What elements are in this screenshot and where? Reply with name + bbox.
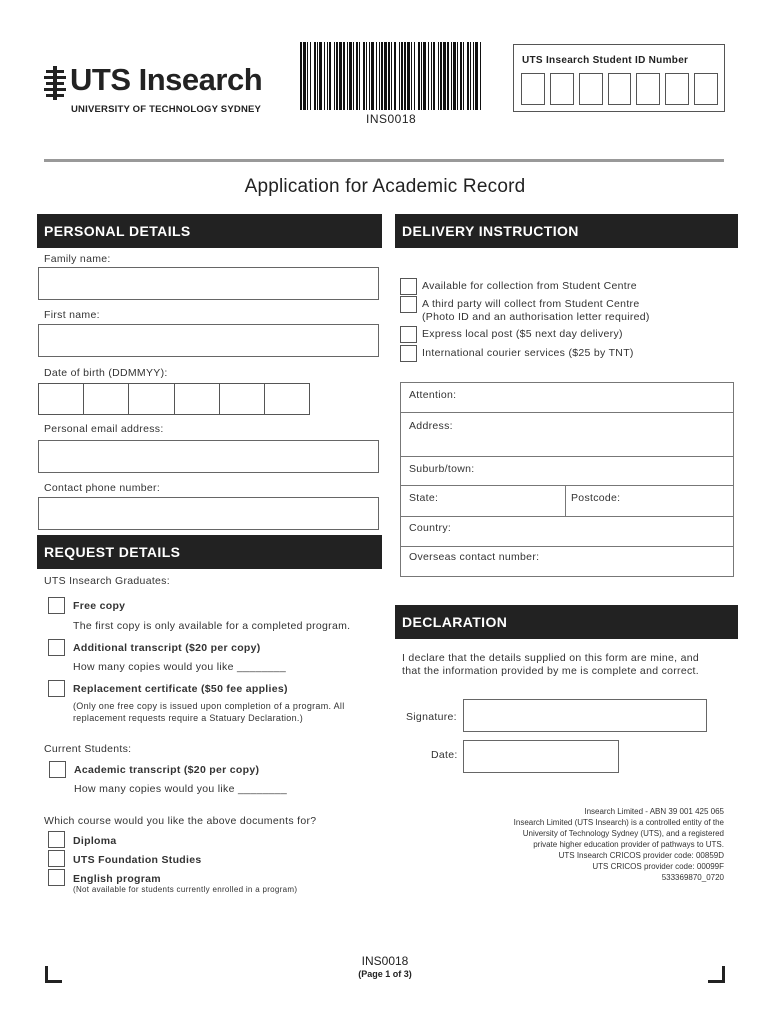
logo-text: UTS Insearch [70, 62, 263, 97]
overseas-contact-label: Overseas contact number: [409, 551, 540, 563]
request-details-heading: REQUEST DETAILS [37, 535, 382, 569]
corporate-info-line: Insearch Limited (UTS Insearch) is a controlled entity of the [513, 818, 724, 827]
international-courier-checkbox[interactable] [400, 345, 417, 362]
address-block [400, 382, 734, 577]
dob-digit-field[interactable] [220, 383, 265, 415]
date-label: Date: [431, 749, 458, 761]
phone-field[interactable] [38, 497, 379, 530]
page-number: (Page 1 of 3) [358, 969, 412, 979]
express-post-checkbox[interactable] [400, 326, 417, 343]
barcode [298, 42, 486, 114]
corporate-info-line: UTS CRICOS provider code: 00099F [592, 862, 724, 871]
address-label: Address: [409, 420, 453, 432]
dob-label: Date of birth (DDMMYY): [44, 367, 168, 379]
postcode-label: Postcode: [571, 492, 621, 504]
foundation-studies-checkbox[interactable] [48, 850, 65, 867]
free-copy-label: Free copy [73, 600, 126, 612]
free-copy-checkbox[interactable] [48, 597, 65, 614]
country-label: Country: [409, 522, 452, 534]
id-digit-field[interactable] [665, 73, 689, 105]
dob-digit-field[interactable] [38, 383, 84, 415]
family-name-label: Family name: [44, 253, 111, 265]
barcode-code: INS0018 [366, 112, 417, 126]
first-name-field[interactable] [38, 324, 379, 357]
english-program-checkbox[interactable] [48, 869, 65, 886]
declaration-heading: DECLARATION [395, 605, 738, 639]
country-field[interactable] [401, 517, 733, 547]
dob-digit-field[interactable] [84, 383, 129, 415]
attention-field[interactable] [401, 383, 733, 413]
replacement-certificate-checkbox[interactable] [48, 680, 65, 697]
phone-label: Contact phone number: [44, 482, 161, 494]
collection-checkbox[interactable] [400, 278, 417, 295]
id-digit-field[interactable] [579, 73, 603, 105]
corporate-info-line: UTS Insearch CRICOS provider code: 00859D [558, 851, 724, 860]
delivery-instruction-heading: DELIVERY INSTRUCTION [395, 214, 738, 248]
email-field[interactable] [38, 440, 379, 473]
email-label: Personal email address: [44, 423, 164, 435]
signature-label: Signature: [406, 711, 457, 723]
third-party-note: (Photo ID and an authorisation letter required) [422, 311, 650, 323]
corporate-info-line: private higher education provider of pathways to UTS. [533, 840, 724, 849]
declaration-text-1: I declare that the details supplied on this form are mine, and [402, 652, 700, 664]
corner-mark-right [708, 966, 725, 983]
address-field[interactable] [401, 413, 733, 457]
additional-transcript-checkbox[interactable] [48, 639, 65, 656]
suburb-field[interactable] [401, 457, 733, 486]
corporate-info-line: Insearch Limited - ABN 39 001 425 065 [584, 807, 724, 816]
replacement-note-1: (Only one free copy is issued upon completion of a program. All [73, 701, 345, 711]
international-courier-label: International courier services ($25 by TNT) [422, 347, 634, 359]
student-id-box [513, 44, 725, 112]
dob-fields [38, 383, 310, 415]
academic-transcript-label: Academic transcript ($20 per copy) [74, 764, 260, 776]
diploma-checkbox[interactable] [48, 831, 65, 848]
overseas-contact-field[interactable] [401, 547, 733, 576]
dob-digit-field[interactable] [175, 383, 220, 415]
third-party-label: A third party will collect from Student Centre [422, 298, 640, 310]
corner-mark-left [45, 966, 62, 983]
id-digit-field[interactable] [521, 73, 545, 105]
additional-copies-question: How many copies would you like ________ [73, 661, 287, 673]
third-party-checkbox[interactable] [400, 296, 417, 313]
suburb-label: Suburb/town: [409, 463, 475, 475]
current-students-label: Current Students: [44, 743, 132, 755]
academic-copies-question: How many copies would you like ________ [74, 783, 288, 795]
dob-digit-field[interactable] [129, 383, 174, 415]
academic-transcript-checkbox[interactable] [49, 761, 66, 778]
replacement-certificate-label: Replacement certificate ($50 fee applies) [73, 683, 288, 695]
uts-logo-icon [44, 66, 66, 100]
logo-subtext: UNIVERSITY OF TECHNOLOGY SYDNEY [71, 104, 262, 115]
english-program-label: English program [73, 873, 161, 885]
family-name-field[interactable] [38, 267, 379, 300]
diploma-label: Diploma [73, 835, 117, 847]
course-question: Which course would you like the above documents for? [44, 815, 317, 827]
corporate-info-line: 533369870_0720 [661, 873, 724, 882]
id-digit-field[interactable] [550, 73, 574, 105]
footer-code: INS0018 [361, 954, 409, 968]
replacement-note-2: replacement requests require a Statuary Declaration.) [73, 713, 304, 723]
corporate-info [440, 806, 724, 883]
id-digit-field[interactable] [608, 73, 632, 105]
id-digit-field[interactable] [694, 73, 718, 105]
student-id-cells [521, 73, 718, 105]
corporate-info-line: University of Technology Sydney (UTS), and a registered [522, 829, 724, 838]
signature-field[interactable] [463, 699, 707, 732]
attention-label: Attention: [409, 389, 457, 401]
declaration-text-2: that the information provided by me is complete and correct. [402, 665, 699, 677]
state-label: State: [409, 492, 439, 504]
date-field[interactable] [463, 740, 619, 773]
english-program-note: (Not available for students currently enrolled in a program) [73, 885, 298, 894]
student-id-label: UTS Insearch Student ID Number [522, 55, 689, 66]
first-name-label: First name: [44, 309, 100, 321]
express-post-label: Express local post ($5 next day delivery) [422, 328, 623, 340]
additional-transcript-label: Additional transcript ($20 per copy) [73, 642, 261, 654]
state-field[interactable] [401, 486, 566, 517]
collection-label: Available for collection from Student Centre [422, 280, 637, 292]
personal-details-heading: PERSONAL DETAILS [37, 214, 382, 248]
id-digit-field[interactable] [636, 73, 660, 105]
postcode-field[interactable] [566, 486, 733, 517]
header-divider [44, 159, 724, 162]
page-title: Application for Academic Record [244, 176, 526, 197]
foundation-studies-label: UTS Foundation Studies [73, 854, 202, 866]
graduates-label: UTS Insearch Graduates: [44, 575, 170, 587]
free-copy-note: The first copy is only available for a completed program. [73, 620, 351, 632]
dob-digit-field[interactable] [265, 383, 310, 415]
